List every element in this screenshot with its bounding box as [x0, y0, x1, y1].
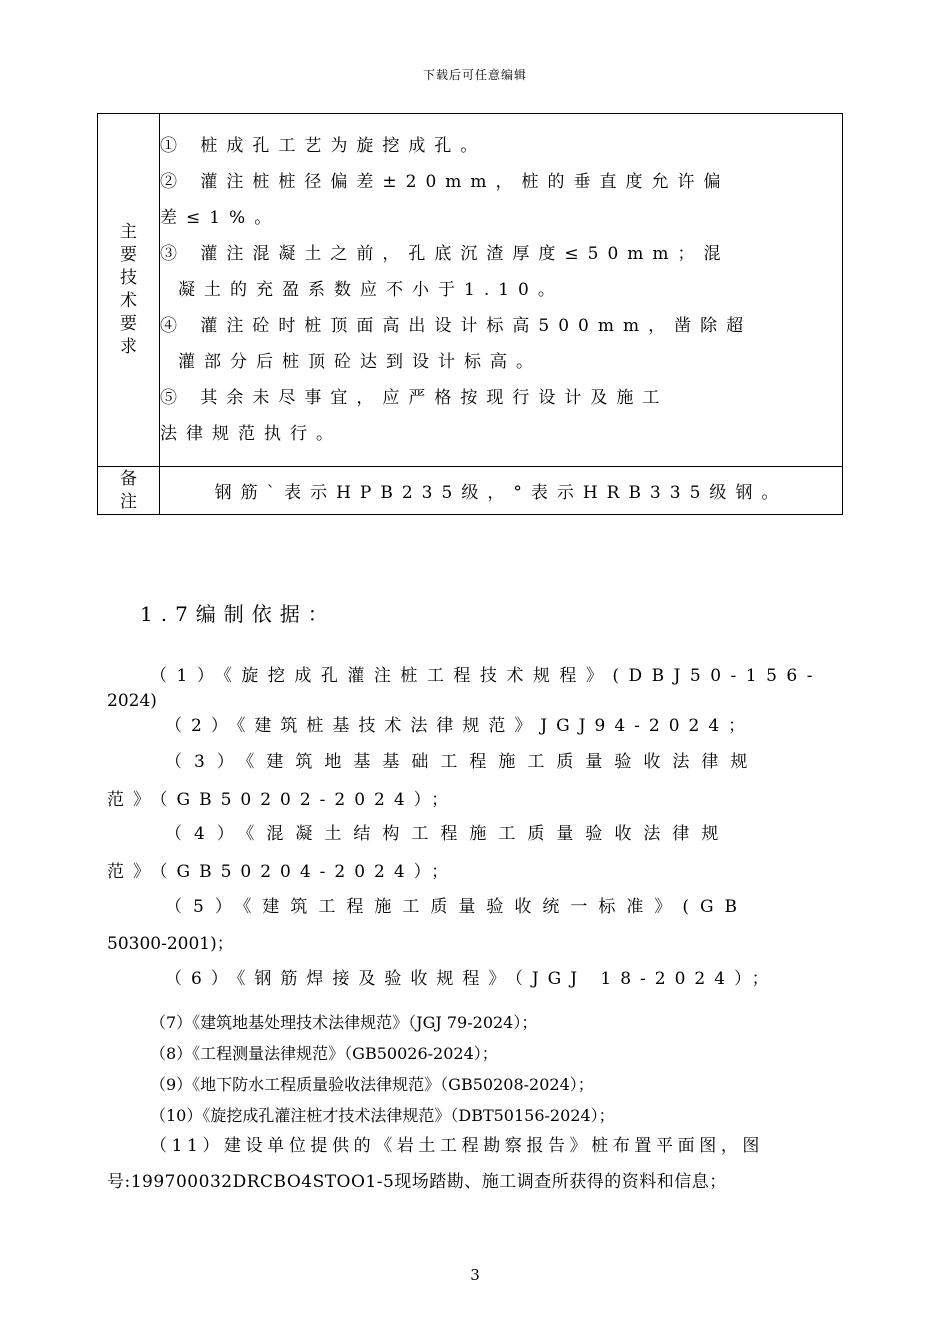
- reference-item: 50300-2001)；: [107, 934, 234, 954]
- requirements-label-cell: [98, 114, 160, 467]
- reference-item: （8）《工程测量法律规范》（GB50026-2024）；: [150, 1044, 498, 1063]
- reference-item: （6）《钢筋焊接及验收规程》（JGJ 18-2024）；: [165, 969, 778, 989]
- reference-item: 范》（GB50202-2024）；: [107, 790, 458, 810]
- requirement-line: 灌部分后桩顶砼达到设计标高。: [178, 352, 542, 372]
- label-char: 技: [120, 268, 137, 288]
- reference-item: （1）《旋挖成孔灌注桩工程技术规程》(DBJ50-156-: [150, 666, 822, 686]
- reference-item: （11）建设单位提供的《岩土工程勘察报告》桩布置平面图，图: [150, 1136, 765, 1156]
- requirement-line: 差≤1%。: [160, 208, 281, 228]
- label-char: 要: [120, 314, 137, 334]
- requirement-line: ③ 灌注混凝土之前，孔底沉渣厚度≤50mm；混: [160, 244, 730, 264]
- requirement-line: ② 灌注桩桩径偏差±20mm，桩的垂直度允许偏: [160, 172, 730, 192]
- requirement-line: 凝土的充盈系数应不小于1.10。: [178, 280, 564, 300]
- reference-item: （7）《建筑地基处理技术法律规范》（JGJ 79-2024）；: [150, 1013, 538, 1032]
- label-char: 主: [120, 222, 137, 242]
- requirement-line: ⑤ 其余未尽事宜，应严格按现行设计及施工: [160, 388, 669, 408]
- label-char: 要: [120, 245, 137, 265]
- section-title: 1.7编制依据：: [140, 602, 336, 626]
- reference-item: 2024): [107, 691, 157, 711]
- page-header: 下载后可任意编辑: [422, 68, 527, 82]
- reference-item: 号:199700032DRCBO4STOO1-5现场踏勘、施工调查所获得的资料和信息；: [107, 1172, 727, 1192]
- reference-item: 范》（GB50204-2024）；: [107, 862, 458, 882]
- label-char: 求: [120, 337, 137, 357]
- requirement-line: ④ 灌注砼时桩顶面高出设计标高500mm，凿除超: [160, 316, 753, 336]
- reference-item: （9）《地下防水工程质量验收法律规范》（GB50208-2024）；: [150, 1075, 594, 1094]
- reference-item: （4）《混凝土结构工程施工质量验收法律规: [165, 824, 731, 844]
- reference-item: （10）《旋挖成孔灌注桩才技术法律规范》（DBT50156-2024）；: [150, 1106, 615, 1125]
- reference-item: （2）《建筑桩基技术法律规范》JGJ94-2024；: [165, 716, 755, 736]
- page-number: 3: [470, 1266, 480, 1284]
- reference-item: （5）《建筑工程施工质量验收统一标准》(GB: [165, 897, 749, 917]
- label-char: 备: [120, 468, 137, 489]
- note-content-cell: 钢筋`表示HPB235级，°表示HRB335级钢。: [160, 467, 843, 515]
- label-char: 注: [120, 491, 137, 512]
- note-label-cell: [98, 467, 160, 515]
- reference-item: （3）《建筑地基基础工程施工质量验收法律规: [165, 752, 760, 772]
- technical-requirements-table: [97, 113, 843, 515]
- requirement-line: 法律规范执行。: [160, 424, 342, 444]
- requirements-content-cell: [160, 114, 843, 467]
- label-char: 术: [120, 291, 137, 311]
- requirement-line: ① 桩成孔工艺为旋挖成孔。: [160, 136, 487, 156]
